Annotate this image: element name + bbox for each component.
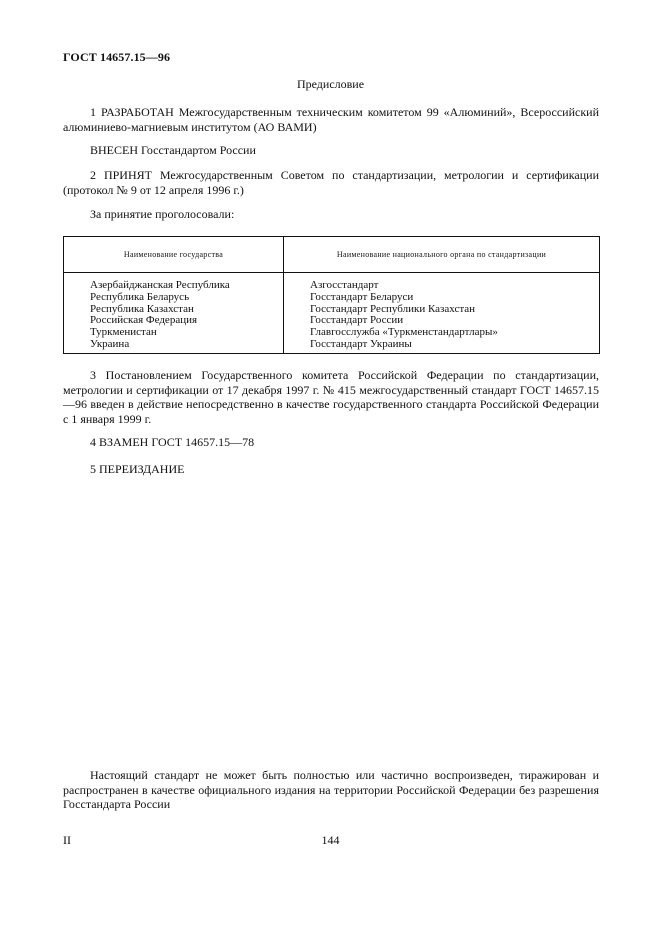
standards-body-name: Госстандарт Беларуси — [310, 290, 414, 303]
state-name: Российская Федерация — [90, 314, 198, 327]
state-name: Азербайджанская Республика — [90, 279, 230, 291]
item-reissue: 5 ПЕРЕИЗДАНИЕ — [90, 462, 185, 476]
voting-table-header-row — [64, 237, 600, 273]
item-introduced: ВНЕСЕН Госстандартом России — [90, 143, 256, 157]
voted-intro: За принятие проголосовали: — [90, 207, 235, 221]
header-state: Наименование государства — [64, 237, 284, 273]
standards-bodies-column — [284, 273, 600, 354]
standards-body-name: Госстандарт России — [310, 314, 404, 327]
roman-page-number: II — [63, 833, 71, 847]
preface-title: Предисловие — [296, 77, 365, 91]
state-name: Республика Казахстан — [90, 302, 194, 315]
item-developed: 1 РАЗРАБОТАН Межгосударственным техническим комитетом 99 «Алюминий», Всероссийский алюминиево-магниевым институтом (АО ВАМИ) — [63, 105, 599, 134]
state-name: Украина — [90, 337, 130, 350]
item-replaces: 4 ВЗАМЕН ГОСТ 14657.15—78 — [90, 435, 255, 449]
item-adopted: 2 ПРИНЯТ Межгосударственным Советом по стандартизации, метрологии и сертификации (протокол № 9 от 12 апреля 1996 г.) — [63, 168, 599, 197]
header-standards-body: Наименование национального органа по стандартизации — [284, 237, 600, 273]
item-enacted: 3 Постановлением Государственного комитета Российской Федерации по стандартизации, метрологии и сертификации от 17 декабря 1997 г. № 415 межгосударственный стандарт ГОСТ 14657.15—96 введен в действие непосредственно в качестве государственного стандарта Российской Федерации с 1 января 1999 г. — [63, 368, 599, 426]
standards-body-name: Главгосслужба «Туркменстандартлары» — [310, 326, 498, 339]
standards-body-name: Госстандарт Республики Казахстан — [310, 302, 476, 315]
voting-table-body-row — [64, 273, 600, 354]
state-name: Туркменистан — [90, 326, 157, 339]
standards-body-name: Азгосстандарт — [310, 279, 379, 291]
states-column — [64, 273, 284, 354]
standards-body-name: Госстандарт Украины — [310, 337, 412, 350]
state-name: Республика Беларусь — [90, 290, 190, 303]
document-code: ГОСТ 14657.15—96 — [63, 50, 171, 64]
page-number: 144 — [321, 833, 340, 847]
voting-table — [63, 236, 600, 354]
copyright-notice: Настоящий стандарт не может быть полностью или частично воспроизведен, тиражирован и распространен в качестве официального издания на территории Российской Федерации без разрешения Госстандарта России — [63, 768, 599, 811]
